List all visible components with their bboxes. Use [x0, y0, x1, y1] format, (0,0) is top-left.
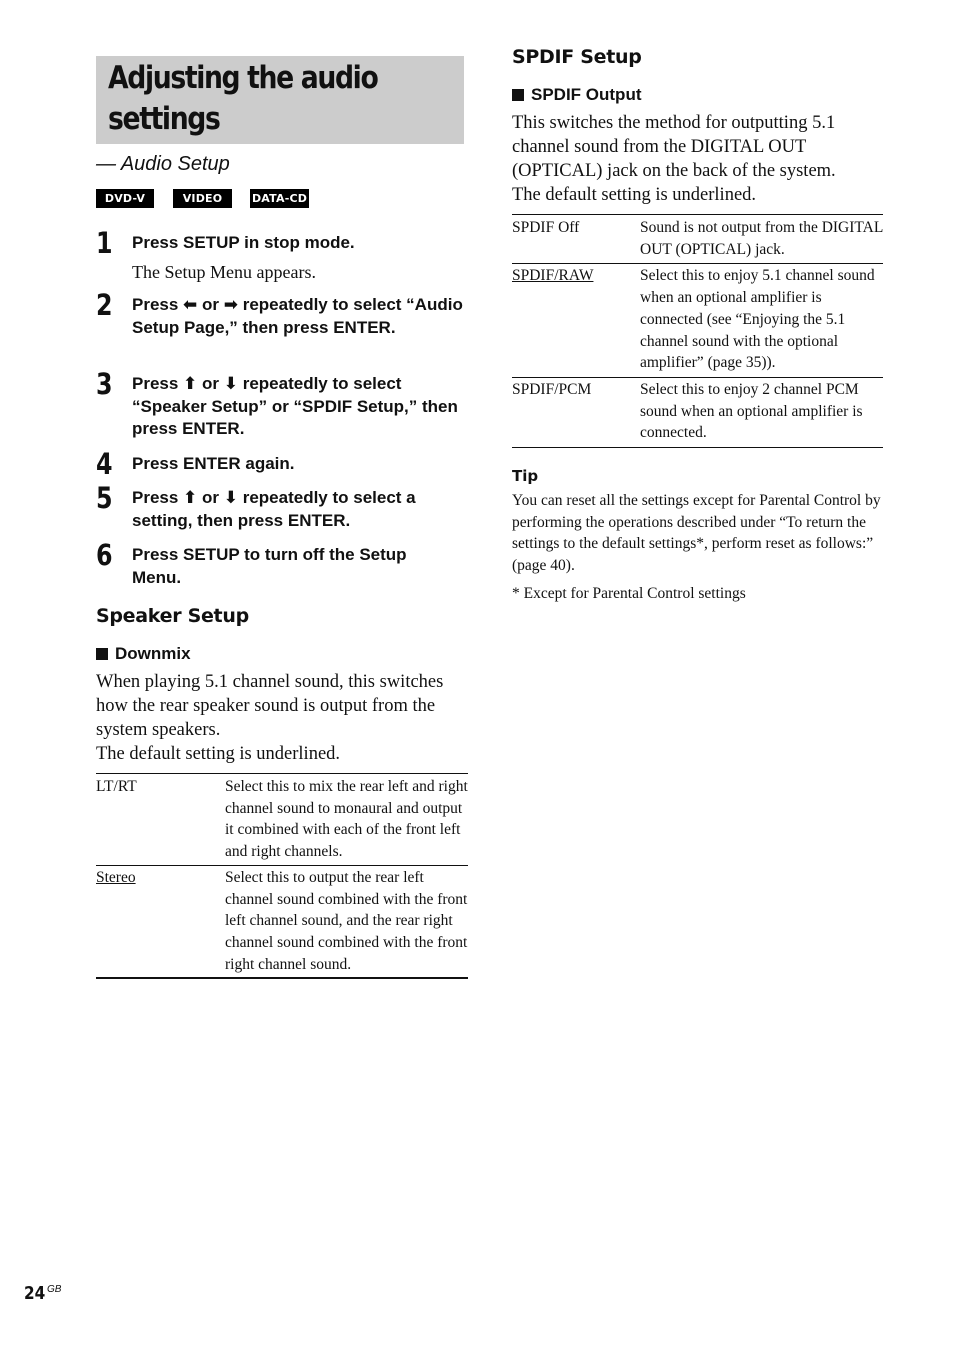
step-instruction: Press SETUP to turn off the Setup Menu. — [132, 545, 407, 587]
table-row — [512, 377, 883, 447]
spdif-output-heading: SPDIF Output — [512, 84, 641, 106]
tip-heading: Tip — [512, 467, 539, 485]
option-description: Select this to output the rear left channel sound combined with the front left channel sound, and the rear right channel sound combined with the front right channel sound. — [225, 868, 468, 973]
option-description: Select this to enjoy 5.1 channel sound when an optional amplifier is connected (see “Enjoying the 5.1 channel sound with the optional amplifier” (page 35)). — [640, 267, 875, 372]
page-number-suffix: GB — [47, 1284, 62, 1295]
option-name: SPDIF/PCM — [512, 380, 592, 398]
page-number: 24 — [24, 1283, 46, 1304]
step-number: 2 — [96, 288, 113, 322]
option-description: Select this to enjoy 2 channel PCM sound when an optional amplifier is connected. — [640, 380, 863, 442]
arrow-up-icon: ⬆ — [183, 374, 198, 394]
option-description: Sound is not output from the DIGITAL OUT (OPTICAL) jack. — [640, 219, 883, 258]
disc-badge-videocd: VIDEO CD — [173, 189, 232, 208]
page-title-line2: settings — [108, 101, 220, 137]
page-subtitle: — Audio Setup — [96, 153, 230, 175]
square-bullet-icon — [512, 89, 524, 101]
option-name: Stereo — [96, 868, 136, 886]
speaker-setup-heading: Speaker Setup — [96, 605, 249, 627]
table-row — [512, 264, 883, 378]
table-row — [96, 774, 468, 866]
step-number: 3 — [96, 367, 113, 401]
footnote: * Except for Parental Control settings — [512, 585, 746, 602]
disc-badge-dvdv: DVD-V — [96, 189, 154, 208]
step-number: 6 — [96, 538, 113, 572]
option-name: LT/RT — [96, 778, 137, 795]
spdif-options-table — [512, 214, 883, 448]
step-instruction: Press ENTER again. — [132, 454, 295, 473]
arrow-up-icon: ⬆ — [183, 488, 198, 508]
step-instruction: Press ⬆ or ⬇ repeatedly to select a setting, then press ENTER. — [132, 488, 416, 530]
spdif-setup-heading: SPDIF Setup — [512, 46, 642, 68]
title-banner — [96, 56, 464, 144]
page-title — [108, 58, 469, 140]
arrow-down-icon: ⬇ — [223, 488, 238, 508]
arrow-down-icon: ⬇ — [223, 374, 238, 394]
step-instruction: Press SETUP in stop mode. — [132, 233, 355, 252]
table-row — [96, 865, 468, 978]
step-number: 5 — [96, 481, 113, 515]
spdif-description: This switches the method for outputting 5.1 channel sound from the DIGITAL OUT (OPTICAL) jack on the back of the system. The default setting is underlined. — [512, 113, 836, 205]
step-instruction: Press ⬅ or ➡ repeatedly to select “Audio Setup Page,” then press ENTER. — [132, 295, 463, 337]
downmix-heading: Downmix — [96, 643, 191, 665]
table-row — [512, 215, 883, 264]
square-bullet-icon — [96, 648, 108, 660]
tip-text: You can reset all the settings except for Parental Control by performing the operations described under “To return the settings to the default settings*, perform reset as follows:” (page 40). — [512, 492, 881, 575]
step-result: The Setup Menu appears. — [132, 262, 316, 282]
arrow-right-icon: ➡ — [223, 295, 238, 315]
arrow-left-icon: ⬅ — [183, 295, 198, 315]
step-number: 1 — [96, 226, 113, 260]
disc-badge-datacd: DATA-CD — [250, 189, 309, 208]
downmix-description: When playing 5.1 channel sound, this switches how the rear speaker sound is output from the system speakers. The default setting is underlined. — [96, 672, 444, 764]
option-name: SPDIF Off — [512, 219, 580, 236]
page-title-line1: Adjusting the audio — [108, 60, 378, 96]
step-instruction: Press ⬆ or ⬇ repeatedly to select “Speaker Setup” or “SPDIF Setup,” then press ENTER. — [132, 374, 458, 438]
option-name: SPDIF/RAW — [512, 267, 594, 285]
step-number: 4 — [96, 447, 113, 481]
option-description: Select this to mix the rear left and right channel sound to monaural and output it combined with each of the front left and right channels. — [225, 778, 468, 861]
downmix-options-table — [96, 773, 468, 979]
